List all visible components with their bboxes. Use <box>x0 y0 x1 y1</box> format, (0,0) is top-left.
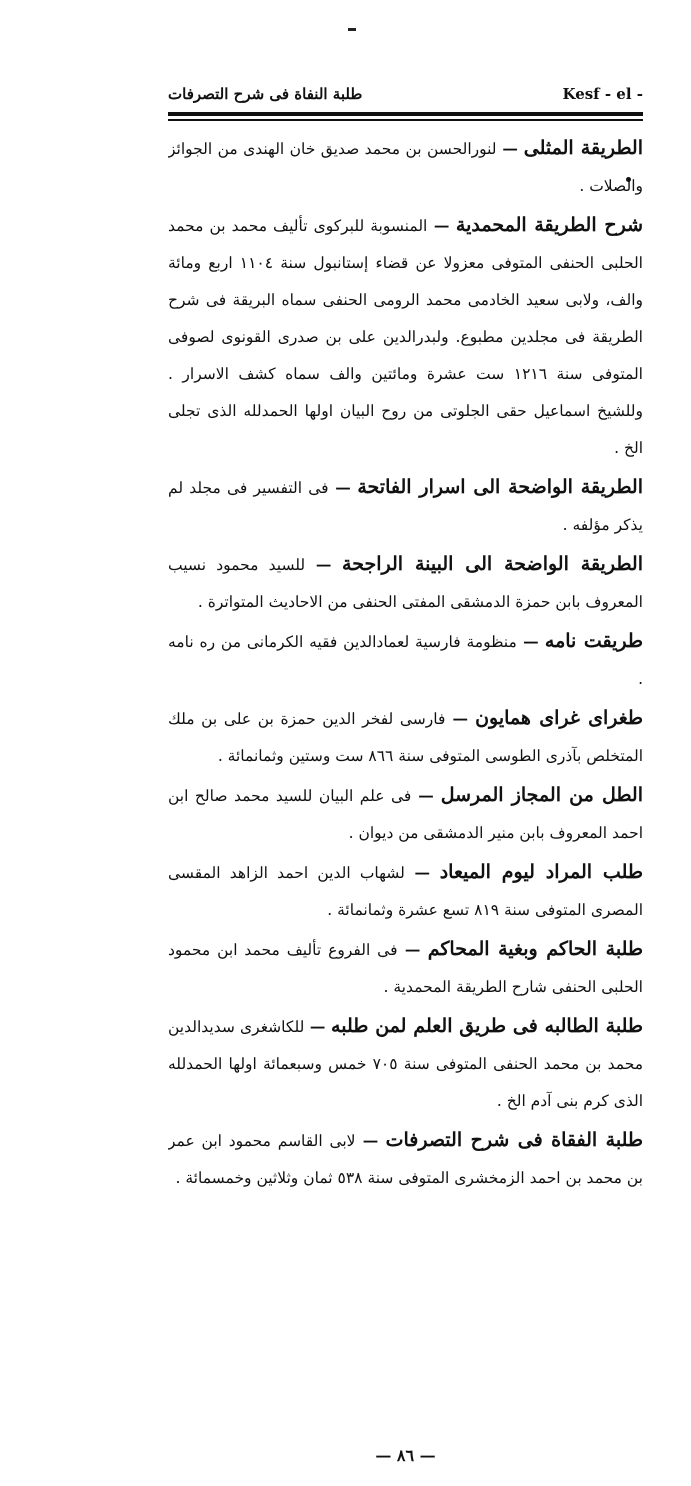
entry-heading: طلبة الحاكم وبغية المحاكم <box>427 938 643 960</box>
entry <box>168 130 643 205</box>
entry-heading: الطريقة الواضحة الى البينة الراجحة <box>342 553 643 575</box>
entry <box>168 546 643 621</box>
entry <box>168 1008 643 1120</box>
entry-text: فارسى لفخر الدين حمزة بن على بن ملك المتخلص بآذرى الطوسى المتوفى سنة ٨٦٦ ست وستين وثمانمائة . <box>168 710 643 765</box>
entry-dash: — <box>445 709 476 728</box>
entry-dash: — <box>496 139 524 158</box>
entry <box>168 623 643 698</box>
entry-heading: طلبة الطالبه فى طريق العلم لمن طلبه <box>331 1015 643 1037</box>
entry <box>168 700 643 775</box>
entry <box>168 207 643 467</box>
entry-text: فى التفسير فى مجلد لم يذكر مؤلفه . <box>168 479 643 534</box>
header-rule-thick <box>168 112 643 116</box>
entry-dash: — <box>397 940 428 959</box>
entry <box>168 777 643 852</box>
header-page-title: طلبة النفاة فى شرح التصرفات <box>168 85 363 103</box>
entry-text: للكاشغرى سديدالدين محمد بن محمد الحنفى المتوفى سنة ٧٠٥ خمس وسبعمائة اولها الحمدلله الذى كرم بنى آدم الخ . <box>168 1018 643 1110</box>
entry-heading: الطل من المجاز المرسل <box>440 784 643 806</box>
page-number: — ٨٦ — <box>375 1446 436 1465</box>
entry-heading: الطريقة المثلى <box>523 137 643 159</box>
top-mark <box>348 28 356 31</box>
entry-heading: شرح الطريقة المحمدية <box>455 214 643 236</box>
entry-text: فى الفروع تأليف محمد ابن محمود الحلبى الحنفى شارح الطريقة المحمدية . <box>168 941 643 996</box>
entry-dash: — <box>355 1131 386 1150</box>
header-rule-thin <box>168 119 643 121</box>
entry-heading: طريقت نامه <box>544 630 643 652</box>
entry-text: لابى القاسم محمود ابن عمر بن محمد بن احمد الزمخشرى المتوفى سنة ٥٣٨ ثمان وثلاثين وخمسمائة . <box>168 1132 643 1187</box>
header-latin-label: Kesf - el - <box>562 85 643 103</box>
entry <box>168 1122 643 1197</box>
entry-dash: — <box>404 863 440 882</box>
entry-dash: — <box>305 555 343 574</box>
entry <box>168 854 643 929</box>
entry-dash: — <box>328 478 358 497</box>
entry <box>168 469 643 544</box>
entry-dash: — <box>427 216 456 235</box>
entry-text: فى علم البيان للسيد محمد صالح ابن احمد المعروف بابن منير الدمشقى من ديوان . <box>168 787 643 842</box>
entry-heading: طغراى غراى همايون <box>475 707 643 729</box>
entry-text: لشهاب الدين احمد الزاهد المقسى المصرى المتوفى سنة ٨١٩ تسع عشرة وثمانمائة . <box>168 864 643 919</box>
entries-body <box>168 130 643 1432</box>
entry-text: للسيد محمود نسيب المعروف بابن حمزة الدمشقى المفتى الحنفى من الاحاديث المتواترة . <box>168 556 643 611</box>
entry-text: منظومة فارسية لعمادالدين فقيه الكرمانى من ره نامه . <box>168 633 643 688</box>
entry-text: المنسوبة للبركوى تأليف محمد بن محمد الحلبى الحنفى المتوفى معزولا عن قضاء إستانبول سنة ١١٠٤ اربع ومائة والف، ولابى سعيد الخادمى محمد الرومى الحنفى سماه البريقة فى شرح الطريقة فى مجلدين مطبوع. ولبدرالدين على بن صدرى القونوى لصوفى المتوفى سنة ١٢١٦ ست عشرة ومائتين والف سماه كشف الاسرار . وللشيخ اسماعيل حقى الجلوتى من روح البيان اولها الحمدلله الذى تجلى الخ . <box>168 217 643 457</box>
entry-dash: — <box>304 1017 332 1036</box>
entry-dash: — <box>411 786 441 805</box>
entry-heading: طلبة الفقاة فى شرح التصرفات <box>385 1129 643 1151</box>
entry-dash: — <box>516 632 545 651</box>
entry <box>168 931 643 1006</box>
entry-heading: الطريقة الواضحة الى اسرار الفاتحة <box>357 476 643 498</box>
running-header <box>168 80 643 108</box>
entry-heading: طلب المراد ليوم الميعاد <box>439 861 643 883</box>
entry-text: لنورالحسن بن محمد صديق خان الهندى من الجوائز والصلات . <box>168 140 643 195</box>
